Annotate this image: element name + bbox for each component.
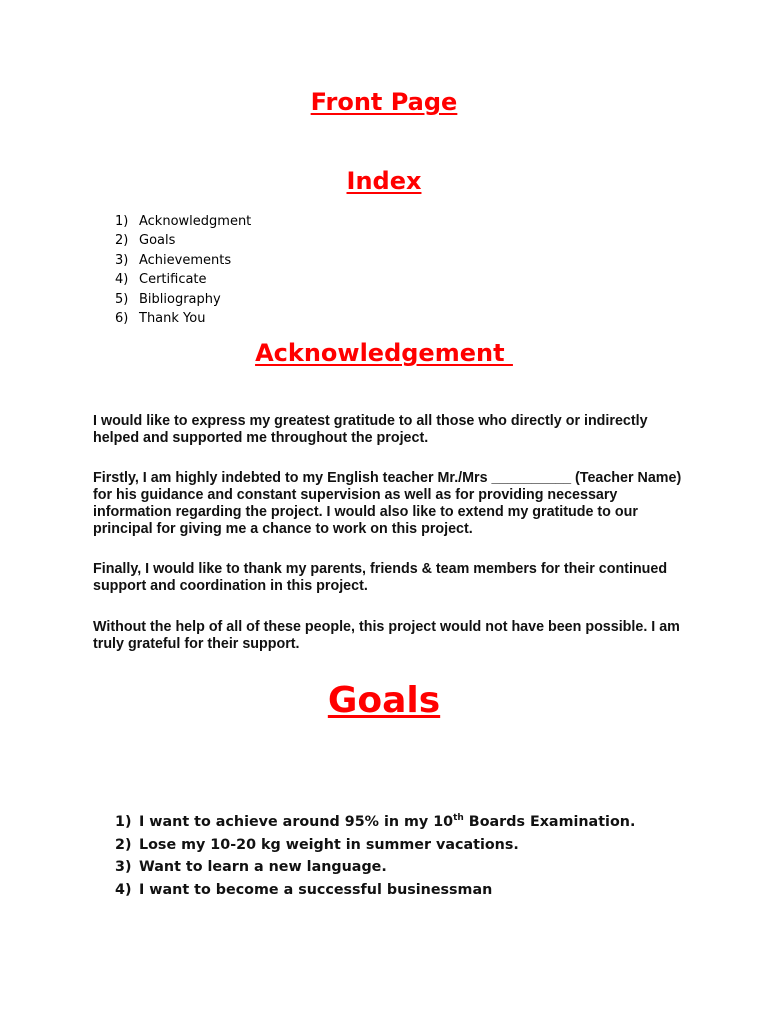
index-item — [115, 231, 251, 250]
index-item-label: Thank You — [139, 310, 206, 326]
index-item — [115, 251, 251, 270]
index-list — [115, 212, 251, 328]
index-item-number: 1) — [115, 214, 129, 229]
front-page-heading: Front Page — [310, 88, 458, 116]
goal-item-number: 4) — [115, 881, 132, 898]
acknowledgement-paragraph: Finally, I would like to thank my parents, friends & team members for their continued support and coordination in this project. — [93, 561, 668, 594]
index-item-label: Achievements — [139, 252, 232, 268]
goal-item-text: Lose my 10-20 kg weight in summer vacations. — [139, 836, 519, 853]
acknowledgement-paragraph: I would like to express my greatest gratitude to all those who directly or indirectly helped and supported me throughout the project. — [93, 413, 648, 446]
goals-list — [115, 811, 635, 901]
goal-item-number: 1) — [115, 814, 132, 830]
goal-item — [115, 856, 635, 879]
index-item — [115, 290, 251, 309]
index-item-number: 4) — [115, 272, 129, 288]
goal-item — [115, 879, 635, 902]
goal-item-number: 2) — [115, 836, 132, 853]
goal-item-text: I want to achieve around 95% in my 10 — [139, 814, 454, 830]
index-item-label: Certificate — [139, 272, 207, 288]
index-item-label: Bibliography — [139, 291, 221, 307]
index-item-number: 6) — [115, 310, 129, 326]
index-item-number: 3) — [115, 252, 129, 268]
goal-item — [115, 811, 635, 834]
index-item-label: Acknowledgment — [139, 214, 252, 229]
index-item — [115, 309, 251, 328]
index-item-label: Goals — [139, 233, 176, 249]
goal-item-superscript: th — [453, 813, 464, 823]
goal-item-number: 3) — [115, 859, 132, 875]
goals-heading: Goals — [327, 680, 441, 721]
index-item-number: 2) — [115, 233, 129, 249]
goal-item-text: Want to learn a new language. — [139, 859, 387, 875]
acknowledgement-heading: Acknowledgement — [255, 339, 513, 367]
index-item-number: 5) — [115, 291, 129, 307]
acknowledgement-paragraph: Without the help of all of these people, this project would not have been possible. I am truly grateful for their support. — [93, 619, 680, 652]
index-item — [115, 212, 251, 231]
goal-item-text: I want to become a successful businessman — [139, 881, 493, 898]
goal-item-text-end: Boards Examination. — [463, 814, 636, 830]
index-heading: Index — [346, 167, 422, 195]
acknowledgement-paragraph: Firstly, I am highly indebted to my English teacher Mr./Mrs __________ (Teacher Name) for his guidance and constant supervision as well as for providing necessary information regarding the project. I would also like to extend my gratitude to our principal for giving me a chance to work on this project. — [93, 470, 682, 537]
index-item — [115, 270, 251, 289]
goal-item — [115, 834, 635, 857]
